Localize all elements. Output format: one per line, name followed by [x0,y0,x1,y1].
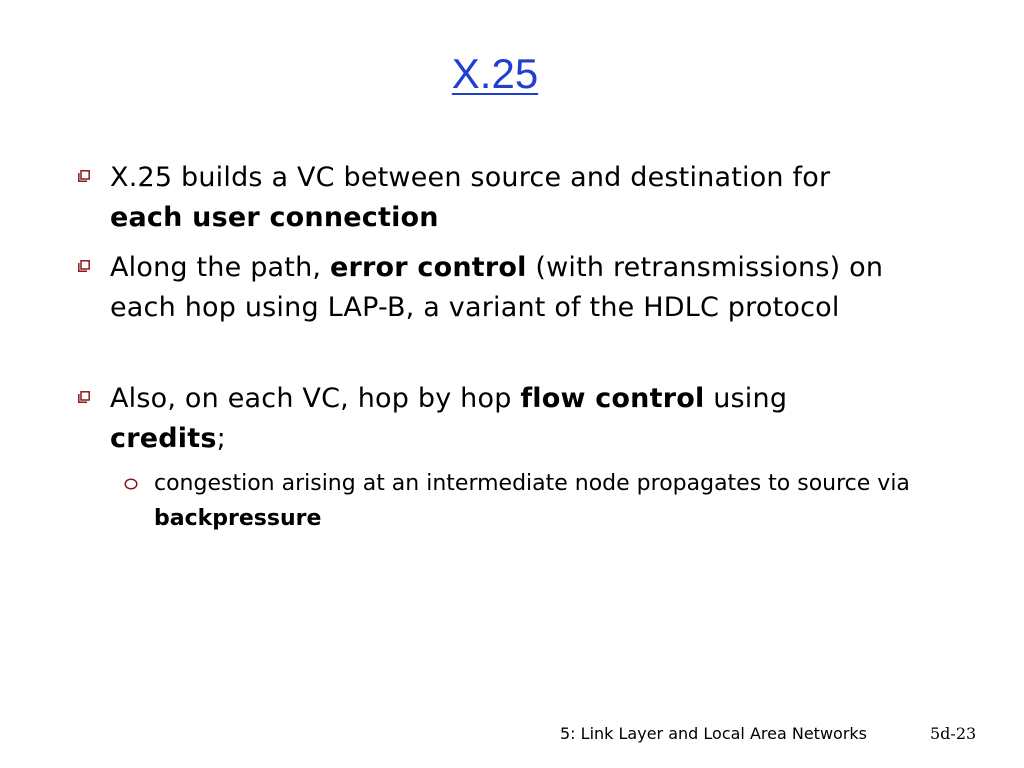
slide-title: X.25 [451,50,539,97]
bullet-item [78,158,898,238]
bullet-item [78,248,898,328]
bullet-text-plain: ; [216,423,226,454]
bullet-text-plain: Along the path, [110,252,330,283]
footer-chapter: 5: Link Layer and Local Area Networks [560,724,867,743]
sub-bullet-text-bold: backpressure [154,506,322,531]
bullet-item [78,379,898,459]
bullet-text-plain: using [704,383,788,414]
sub-bullet-item [124,466,924,536]
sub-bullet-text-plain: congestion arising at an intermediate node propagates to source via [154,471,910,496]
bullet-text [110,248,898,328]
square-bullet-icon [78,391,90,403]
bullet-text-plain: X.25 builds a VC between source and destination for [110,162,831,193]
square-bullet-icon [78,170,90,182]
bullet-text-bold: error control [329,252,527,283]
bullet-text-bold: flow control [520,383,705,414]
square-bullet-icon [78,260,90,272]
footer-page-number: 5d-23 [930,724,977,743]
bullet-text-plain: Also, on each VC, hop by hop [110,383,521,414]
bullet-text-bold: credits [110,423,217,454]
bullet-text [110,379,898,459]
bullet-text-bold: each user connection [110,202,439,233]
bullet-text [110,158,898,238]
bullet-text-plain: (with retransmissions) on each hop using LAP-B, a variant of the HDLC protocol [110,252,884,323]
circle-bullet-icon [124,478,138,490]
sub-bullet-text [154,466,924,536]
